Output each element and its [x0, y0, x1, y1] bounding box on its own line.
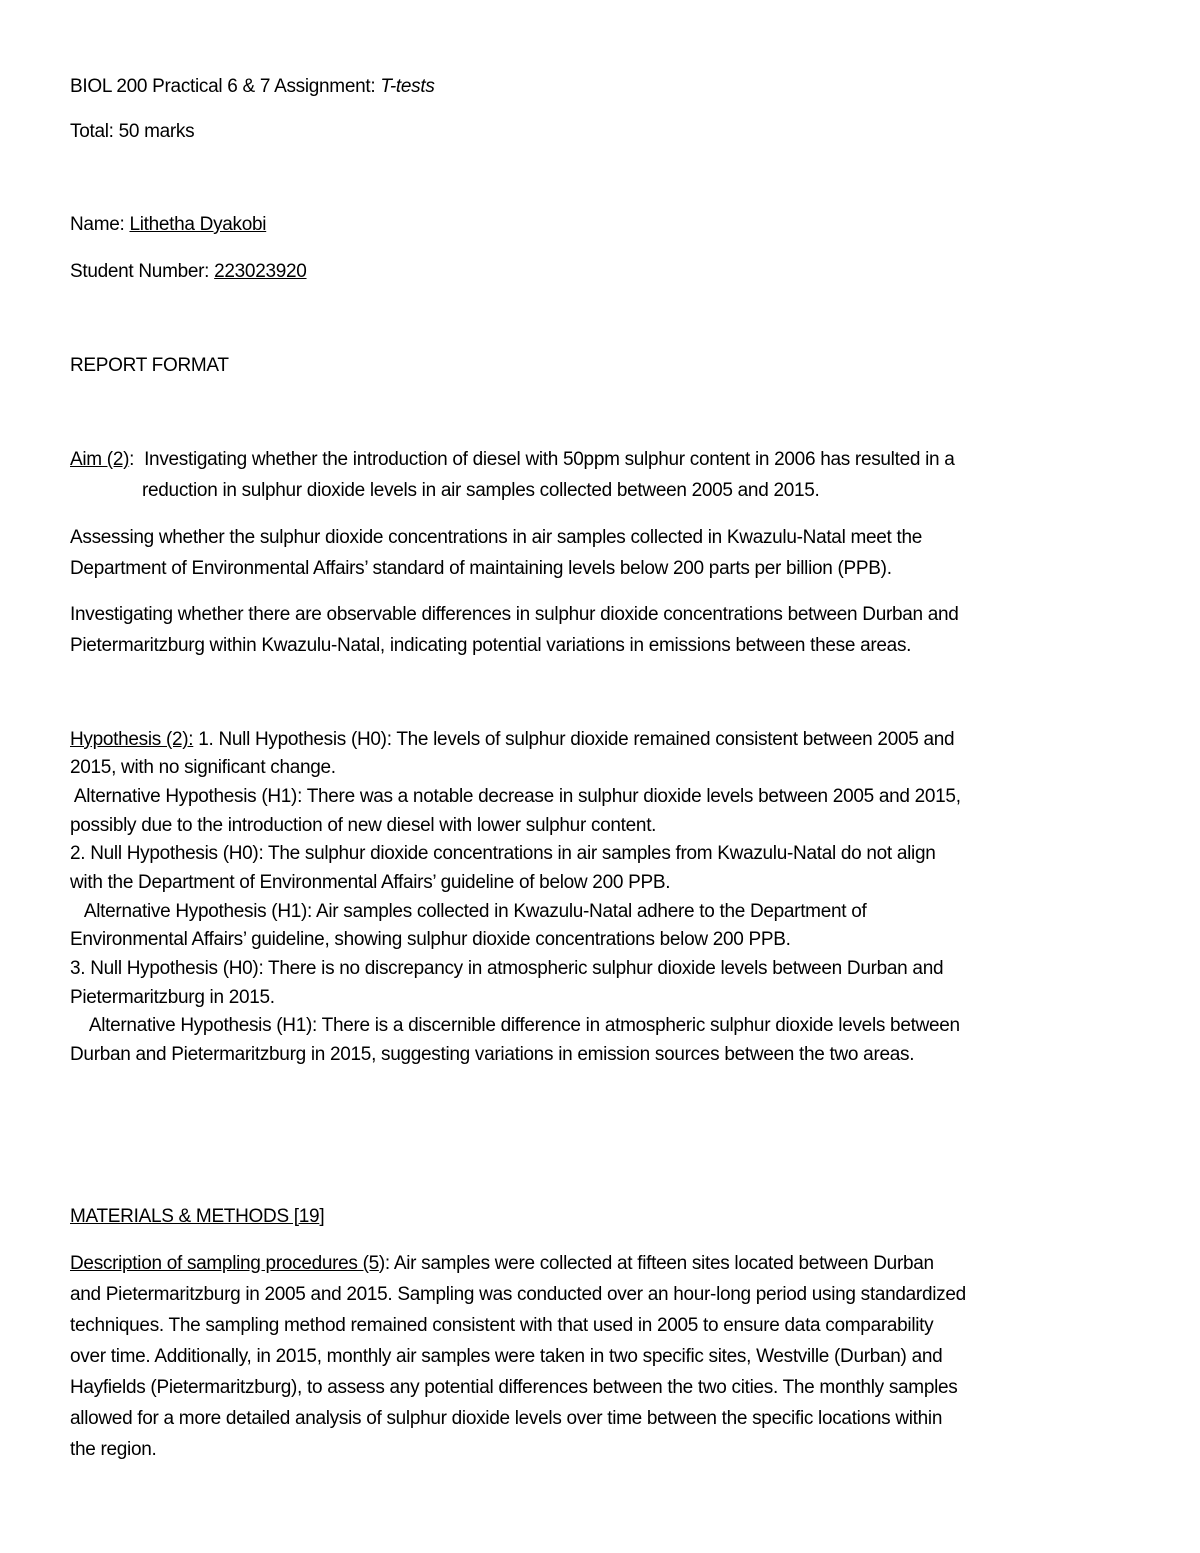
student-number-label: Student Number:: [70, 261, 215, 282]
sampling-label-end: ): [378, 1253, 385, 1274]
aim-colon: :: [129, 449, 135, 470]
aim-label: Aim (2): [70, 449, 130, 470]
name-label: Name:: [70, 214, 130, 235]
sampling-line-2: and Pietermaritzburg in 2005 and 2015. Sampling was conducted over an hour-long period using standardized: [70, 1284, 966, 1305]
hypothesis-line-3: Alternative Hypothesis (H1): There was a notable decrease in sulphur dioxide levels between 2005 and 2015,: [70, 786, 961, 807]
sampling-label: Description of sampling procedures (5: [70, 1253, 379, 1274]
hypothesis-line-1: [70, 728, 954, 752]
aim-line-2: reduction in sulphur dioxide levels in air samples collected between 2005 and 2015.: [142, 480, 820, 501]
methods-heading-end: ]: [319, 1206, 325, 1227]
aim-para2-line-1: Assessing whether the sulphur dioxide concentrations in air samples collected in Kwazulu-Natal meet the: [70, 527, 923, 548]
total-marks: Total: 50 marks: [70, 121, 195, 142]
student-name-line: [70, 213, 266, 237]
hypothesis-line-4: possibly due to the introduction of new diesel with lower sulphur content.: [70, 815, 657, 836]
sampling-line-7: the region.: [70, 1439, 157, 1460]
methods-heading-text: MATERIALS & METHODS [19: [70, 1206, 320, 1227]
aim-para2-line-2: Department of Environmental Affairs’ standard of maintaining levels below 200 parts per billion (PPB).: [70, 558, 892, 579]
sampling-line-4: over time. Additionally, in 2015, monthly air samples were taken in two specific sites, Westville (Durban) and: [70, 1346, 943, 1367]
aim-text-1: Investigating whether the introduction of diesel with 50ppm sulphur content in 2006 has resulted in a: [134, 449, 955, 470]
hypothesis-label: Hypothesis (2):: [70, 729, 194, 750]
document-title: [70, 75, 435, 99]
aim-para3-line-2: Pietermaritzburg within Kwazulu-Natal, indicating potential variations in emissions between these areas.: [70, 635, 912, 656]
name-value: Lithetha Dyakobi: [129, 214, 267, 235]
hypothesis-line-11: Alternative Hypothesis (H1): There is a discernible difference in atmospheric sulphur dioxide levels between: [70, 1015, 960, 1036]
sampling-line-5: Hayfields (Pietermaritzburg), to assess any potential differences between the two cities. The monthly samples: [70, 1377, 958, 1398]
student-number-value: 223023920: [214, 261, 307, 282]
title-italic: T-tests: [380, 76, 435, 97]
hypothesis-line-6: with the Department of Environmental Affairs’ guideline of below 200 PPB.: [70, 872, 671, 893]
methods-heading: [70, 1205, 324, 1229]
sampling-line-1: [70, 1252, 934, 1276]
hypothesis-line-7: Alternative Hypothesis (H1): Air samples collected in Kwazulu-Natal adhere to the Department of: [70, 901, 867, 922]
hypothesis-text-1: 1. Null Hypothesis (H0): The levels of sulphur dioxide remained consistent between 2005 and: [193, 729, 955, 750]
title-prefix: BIOL 200 Practical 6 & 7 Assignment:: [70, 76, 381, 97]
sampling-text-1: : Air samples were collected at fifteen sites located between Durban: [384, 1253, 934, 1274]
hypothesis-line-5: 2. Null Hypothesis (H0): The sulphur dioxide concentrations in air samples from Kwazulu-Natal do not align: [70, 843, 936, 864]
hypothesis-line-2: 2015, with no significant change.: [70, 757, 336, 778]
report-format-heading: REPORT FORMAT: [70, 355, 229, 376]
hypothesis-line-9: 3. Null Hypothesis (H0): There is no discrepancy in atmospheric sulphur dioxide levels between Durban and: [70, 958, 944, 979]
aim-line-1: [70, 448, 955, 472]
hypothesis-line-8: Environmental Affairs’ guideline, showing sulphur dioxide concentrations below 200 PPB.: [70, 929, 791, 950]
student-number-line: [70, 260, 307, 284]
hypothesis-line-12: Durban and Pietermaritzburg in 2015, suggesting variations in emission sources between the two areas.: [70, 1044, 915, 1065]
sampling-line-3: techniques. The sampling method remained consistent with that used in 2005 to ensure data comparability: [70, 1315, 934, 1336]
sampling-line-6: allowed for a more detailed analysis of sulphur dioxide levels over time between the specific locations within: [70, 1408, 943, 1429]
aim-para3-line-1: Investigating whether there are observable differences in sulphur dioxide concentrations between Durban and: [70, 604, 959, 625]
hypothesis-line-10: Pietermaritzburg in 2015.: [70, 987, 275, 1008]
